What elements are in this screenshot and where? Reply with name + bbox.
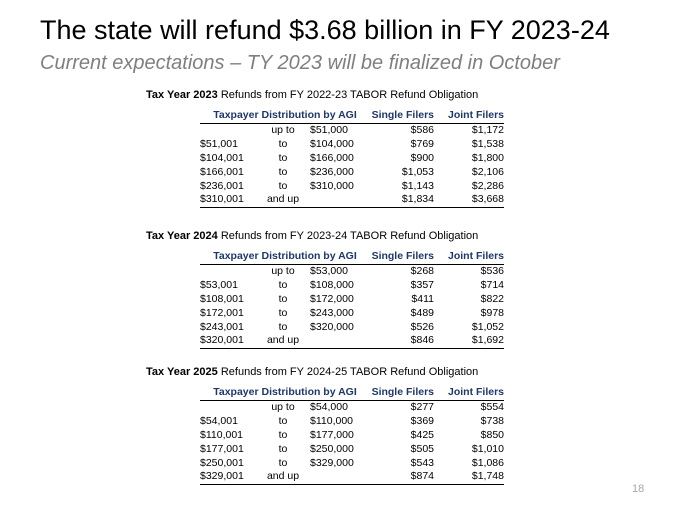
agi-separator-cell: to xyxy=(278,428,288,441)
agi-low-cell: $243,001 xyxy=(200,320,244,333)
joint-refund-cell: $3,668 xyxy=(434,193,504,207)
section-heading xyxy=(146,88,526,102)
section-heading-year: Tax Year 2023 xyxy=(146,89,218,101)
single-refund-cell: $846 xyxy=(370,334,434,348)
table-row xyxy=(200,429,504,443)
agi-high-cell: $104,000 xyxy=(310,137,354,150)
agi-high-cell: $166,000 xyxy=(310,151,354,164)
agi-separator-cell: to xyxy=(278,165,288,178)
agi-separator-cell: up to xyxy=(271,123,295,136)
table-row xyxy=(200,166,504,180)
joint-refund-cell: $1,748 xyxy=(434,470,504,484)
section-heading-year: Tax Year 2025 xyxy=(146,366,218,378)
single-refund-cell: $489 xyxy=(410,306,434,319)
page-number: 18 xyxy=(632,483,645,495)
joint-refund-cell: $554 xyxy=(480,400,504,413)
single-refund-cell: $900 xyxy=(410,151,434,164)
section-heading-text: Refunds from FY 2022-23 TABOR Refund Obligation xyxy=(217,89,479,101)
single-refund-cell: $874 xyxy=(370,470,434,484)
joint-refund-cell: $536 xyxy=(480,264,504,277)
table-row xyxy=(200,180,504,194)
agi-separator-cell: and up xyxy=(258,334,308,348)
agi-separator-cell: up to xyxy=(271,264,295,277)
column-header-distribution: Taxpayer Distribution by AGI xyxy=(200,250,370,264)
column-header-single: Single Filers xyxy=(370,250,434,264)
refund-table xyxy=(200,386,504,485)
joint-refund-cell: $1,172 xyxy=(471,123,504,136)
agi-high-cell: $53,000 xyxy=(310,264,348,277)
table-row xyxy=(200,334,504,348)
table-row xyxy=(200,152,504,166)
joint-refund-cell: $714 xyxy=(480,278,504,291)
single-refund-cell: $543 xyxy=(410,456,434,469)
column-header-distribution: Taxpayer Distribution by AGI xyxy=(200,109,370,123)
agi-low-cell: $166,001 xyxy=(200,165,244,178)
agi-high-cell: $250,000 xyxy=(310,442,354,455)
joint-refund-cell: $1,692 xyxy=(434,334,504,348)
single-refund-cell: $411 xyxy=(411,292,434,305)
agi-low-cell: $172,001 xyxy=(200,306,244,319)
agi-high-cell xyxy=(308,470,370,484)
agi-low-cell: $108,001 xyxy=(200,292,244,305)
agi-low-cell: $310,001 xyxy=(200,193,258,207)
table-row xyxy=(200,321,504,335)
agi-high-cell xyxy=(308,193,370,207)
section-heading-text: Refunds from FY 2023-24 TABOR Refund Obligation xyxy=(217,230,479,242)
table-row xyxy=(200,193,504,207)
single-refund-cell: $369 xyxy=(410,414,434,427)
table-row xyxy=(200,138,504,152)
single-refund-cell: $769 xyxy=(410,137,434,150)
agi-separator-cell: to xyxy=(278,442,288,455)
joint-refund-cell: $1,086 xyxy=(471,456,504,469)
agi-separator-cell: to xyxy=(278,292,288,305)
agi-low-cell xyxy=(200,264,258,278)
section-heading xyxy=(146,365,526,379)
slide-title: The state will refund $3.68 billion in FY 2023-24 xyxy=(40,15,610,45)
refund-table xyxy=(200,250,504,349)
agi-high-cell: $243,000 xyxy=(310,306,354,319)
joint-refund-cell: $822 xyxy=(480,292,504,305)
joint-refund-cell: $978 xyxy=(480,306,504,319)
tax-year-2025-section xyxy=(146,365,526,485)
agi-high-cell: $329,000 xyxy=(310,456,354,469)
agi-low-cell: $54,001 xyxy=(200,414,238,427)
agi-separator-cell: to xyxy=(278,179,288,192)
agi-low-cell: $104,001 xyxy=(200,151,244,164)
agi-separator-cell: to xyxy=(278,151,288,164)
agi-high-cell: $172,000 xyxy=(310,292,354,305)
agi-high-cell: $177,000 xyxy=(310,428,354,441)
agi-high-cell: $236,000 xyxy=(310,165,354,178)
table-row xyxy=(200,443,504,457)
slide-subtitle: Current expectations – TY 2023 will be finalized in October xyxy=(40,52,560,74)
joint-refund-cell: $2,286 xyxy=(471,179,504,192)
joint-refund-cell: $738 xyxy=(480,414,504,427)
agi-high-cell: $310,000 xyxy=(310,179,354,192)
agi-high-cell: $51,000 xyxy=(310,123,348,136)
agi-separator-cell: and up xyxy=(258,470,308,484)
single-refund-cell: $277 xyxy=(410,400,434,413)
single-refund-cell: $1,053 xyxy=(401,165,434,178)
joint-refund-cell: $2,106 xyxy=(471,165,504,178)
table-header-row xyxy=(200,386,504,400)
table-row xyxy=(200,457,504,471)
agi-separator-cell: to xyxy=(278,137,288,150)
agi-low-cell: $250,001 xyxy=(200,456,244,469)
agi-high-cell xyxy=(308,334,370,348)
single-refund-cell: $357 xyxy=(410,278,434,291)
agi-low-cell: $329,001 xyxy=(200,470,258,484)
agi-low-cell: $320,001 xyxy=(200,334,258,348)
joint-refund-cell: $1,052 xyxy=(471,320,504,333)
agi-low-cell: $177,001 xyxy=(200,442,244,455)
table-row xyxy=(200,470,504,484)
agi-high-cell: $320,000 xyxy=(310,320,354,333)
agi-low-cell: $110,001 xyxy=(200,428,244,441)
refund-table xyxy=(200,109,504,208)
agi-separator-cell: to xyxy=(278,306,288,319)
agi-separator-cell: and up xyxy=(258,193,308,207)
table-row xyxy=(200,400,504,414)
tax-year-2024-section xyxy=(146,229,526,349)
agi-separator-cell: to xyxy=(278,320,288,333)
single-refund-cell: $425 xyxy=(410,428,434,441)
agi-high-cell: $110,000 xyxy=(310,414,354,427)
column-header-single: Single Filers xyxy=(370,109,434,123)
single-refund-cell: $526 xyxy=(410,320,434,333)
table-row xyxy=(200,279,504,293)
column-header-single: Single Filers xyxy=(370,386,434,400)
joint-refund-cell: $1,538 xyxy=(471,137,504,150)
agi-separator-cell: up to xyxy=(271,400,295,413)
agi-high-cell: $108,000 xyxy=(310,278,354,291)
agi-low-cell: $53,001 xyxy=(200,278,238,291)
joint-refund-cell: $1,010 xyxy=(471,442,504,455)
single-refund-cell: $1,834 xyxy=(370,193,434,207)
agi-separator-cell: to xyxy=(278,456,288,469)
agi-low-cell xyxy=(200,400,258,414)
single-refund-cell: $505 xyxy=(410,442,434,455)
tax-year-2023-section xyxy=(146,88,526,208)
agi-low-cell: $236,001 xyxy=(200,179,244,192)
table-row xyxy=(200,123,504,137)
joint-refund-cell: $1,800 xyxy=(471,151,504,164)
table-row xyxy=(200,415,504,429)
agi-low-cell: $51,001 xyxy=(200,137,238,150)
table-row xyxy=(200,293,504,307)
column-header-joint: Joint Filers xyxy=(434,250,504,264)
section-heading-year: Tax Year 2024 xyxy=(146,230,218,242)
joint-refund-cell: $850 xyxy=(480,428,504,441)
single-refund-cell: $268 xyxy=(410,264,434,277)
section-heading-text: Refunds from FY 2024-25 TABOR Refund Obligation xyxy=(217,366,479,378)
column-header-joint: Joint Filers xyxy=(434,109,504,123)
table-row xyxy=(200,307,504,321)
table-row xyxy=(200,264,504,278)
single-refund-cell: $586 xyxy=(410,123,434,136)
section-heading xyxy=(146,229,526,243)
table-header-row xyxy=(200,109,504,123)
agi-separator-cell: to xyxy=(278,414,288,427)
agi-separator-cell: to xyxy=(278,278,288,291)
column-header-joint: Joint Filers xyxy=(434,386,504,400)
table-header-row xyxy=(200,250,504,264)
agi-high-cell: $54,000 xyxy=(310,400,348,413)
single-refund-cell: $1,143 xyxy=(401,179,434,192)
column-header-distribution: Taxpayer Distribution by AGI xyxy=(200,386,370,400)
agi-low-cell xyxy=(200,123,258,137)
